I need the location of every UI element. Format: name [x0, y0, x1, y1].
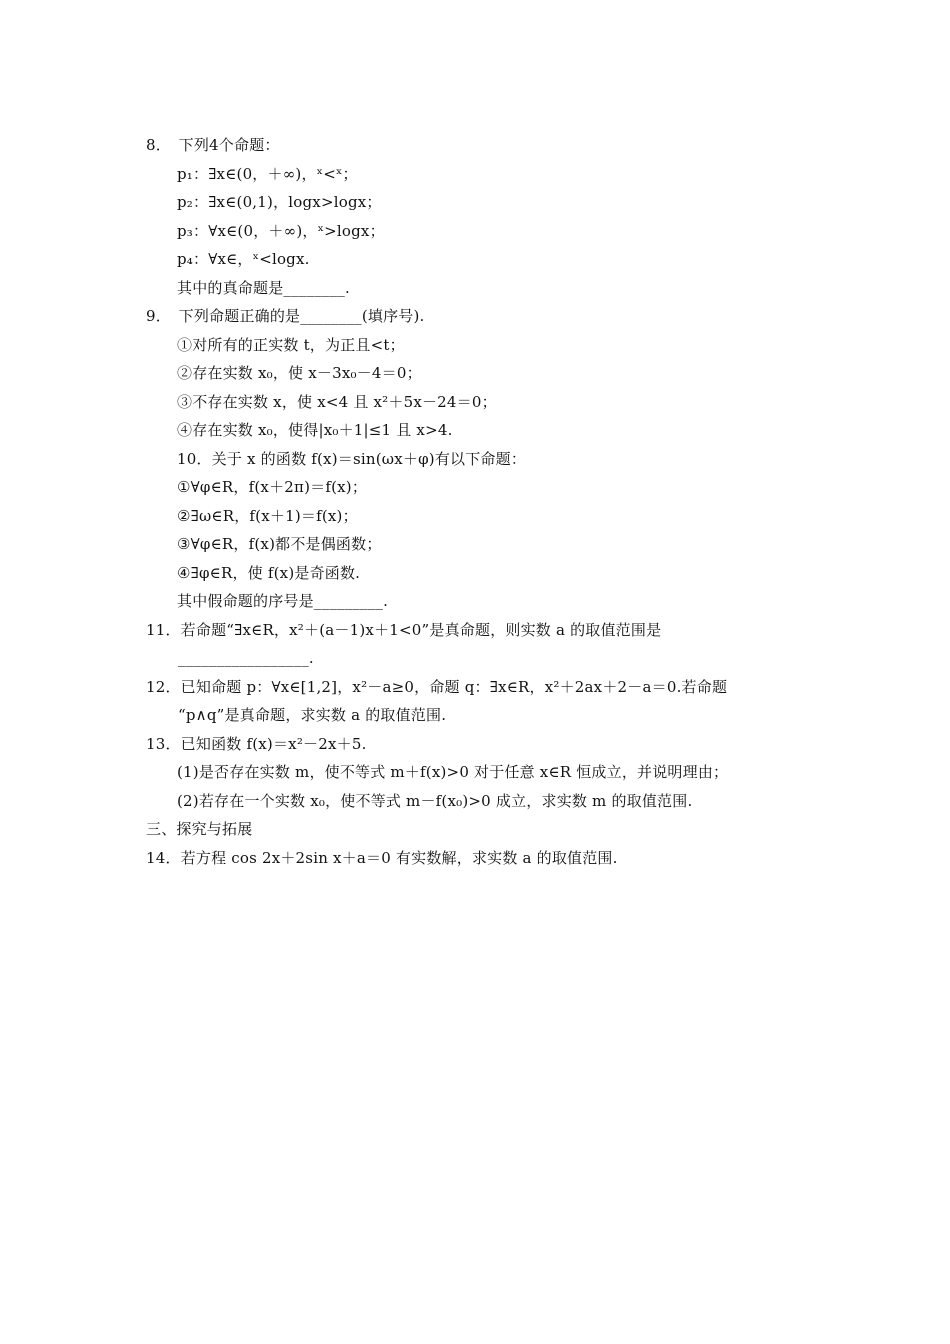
- problem-11-answer-blank: _________________.: [178, 649, 314, 667]
- problem-14-text: 14．若方程 cos 2x＋2sin x＋a＝0 有实数解，求实数 a 的取值范围.: [146, 849, 618, 867]
- problem-12-text: 12．已知命题 p：∀x∈[1,2]，x²－a≥0，命题 q：∃x∈R，x²＋2ax＋2－a＝0.若命题: [146, 678, 728, 696]
- problem-9-option-2: ②存在实数 x₀，使 x－3x₀－4＝0；: [177, 364, 422, 382]
- problem-10-option-2: ②∃ω∈R，f(x＋1)＝f(x)；: [177, 507, 358, 525]
- proposition-p2: p₂：∃x∈(0,1)，logx>logx；: [177, 193, 382, 211]
- proposition-p1: p₁：∃x∈(0，＋∞)，ˣ<ˣ；: [177, 165, 358, 183]
- proposition-p4: p₄：∀x∈，ˣ<logx.: [177, 250, 310, 268]
- section-heading: 三、探究与拓展: [146, 820, 253, 838]
- problem-10-option-1: ①∀φ∈R，f(x＋2π)＝f(x)；: [177, 478, 368, 496]
- problem-10-option-3: ③∀φ∈R，f(x)都不是偶函数；: [177, 535, 382, 553]
- problem-13-part-2: (2)若存在一个实数 x₀，使不等式 m－f(x₀)>0 成立，求实数 m 的取值范围.: [177, 792, 693, 810]
- problem-10-question: 其中假命题的序号是_________.: [177, 592, 389, 610]
- proposition-p3: p₃：∀x∈(0，＋∞)，ˣ>logx；: [177, 222, 385, 240]
- problem-12-continuation: “p∧q”是真命题，求实数 a 的取值范围.: [178, 706, 447, 724]
- problem-9-heading: 9． 下列命题正确的是________(填序号).: [146, 307, 425, 325]
- problem-8-heading: 8． 下列4个命题：: [146, 136, 280, 154]
- problem-9-option-4: ④存在实数 x₀，使得|x₀＋1|≤1 且 x>4.: [177, 421, 453, 439]
- problem-13-heading: 13．已知函数 f(x)＝x²－2x＋5.: [146, 735, 367, 753]
- problem-13-part-1: (1)是否存在实数 m，使不等式 m＋f(x)>0 对于任意 x∈R 恒成立，并说明理由；: [177, 763, 729, 781]
- problem-9-option-1: ①对所有的正实数 t，为正且<t；: [177, 336, 405, 354]
- problem-11-text: 11．若命题“∃x∈R，x²＋(a－1)x＋1<0”是真命题，则实数 a 的取值范围是: [146, 621, 662, 639]
- problem-8-question: 其中的真命题是________.: [177, 279, 350, 297]
- problem-9-option-3: ③不存在实数 x，使 x<4 且 x²＋5x－24＝0；: [177, 393, 497, 411]
- problem-10-option-4: ④∃φ∈R，使 f(x)是奇函数.: [177, 564, 361, 582]
- problem-10-heading: 10．关于 x 的函数 f(x)＝sin(ωx＋φ)有以下命题：: [177, 450, 527, 468]
